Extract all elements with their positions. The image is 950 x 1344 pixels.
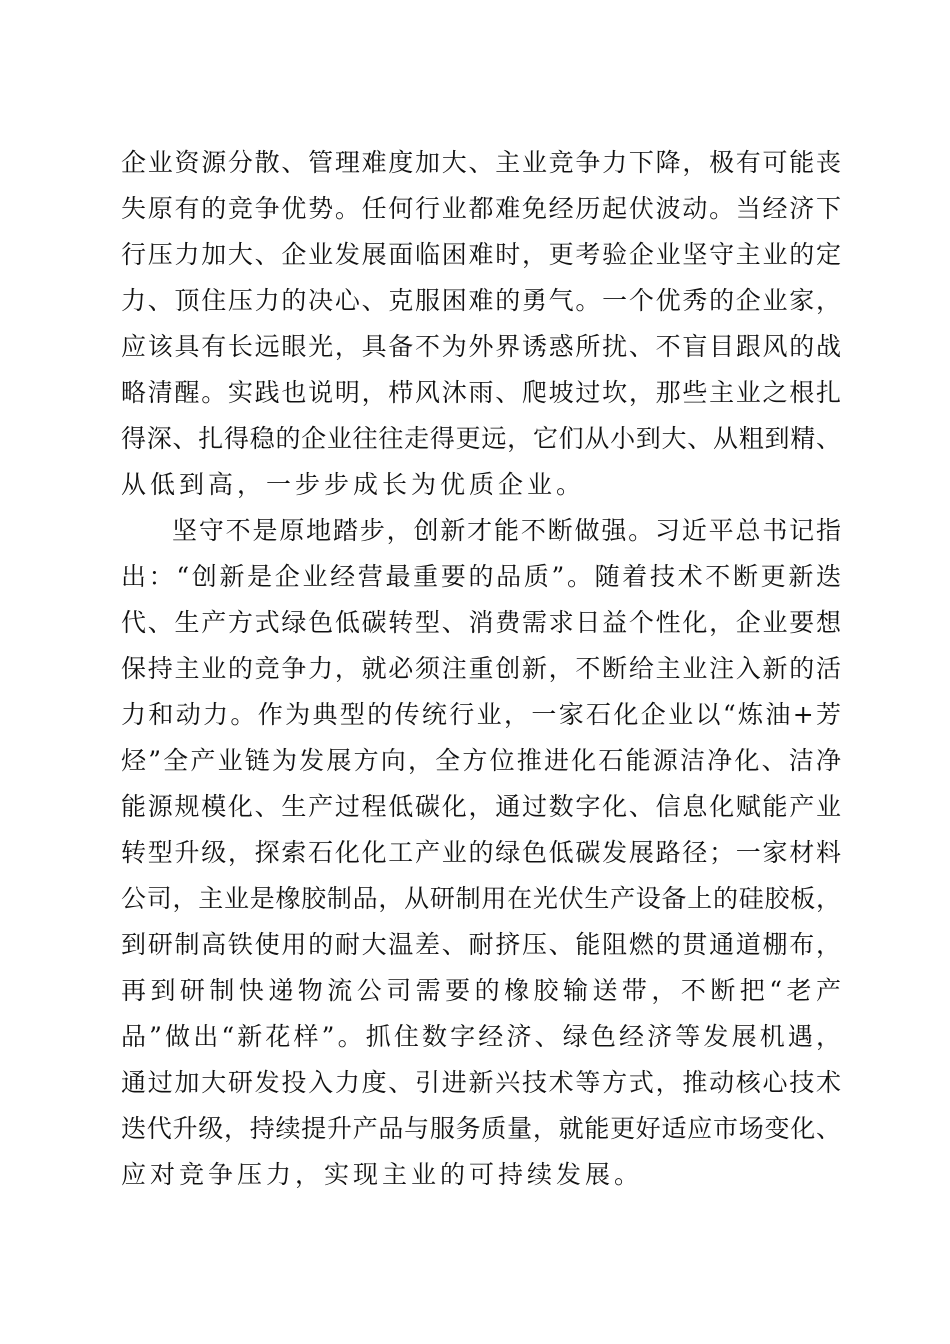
paragraph-line: 品”做出“新花样”。抓住数字经济、绿色经济等发展机遇， <box>121 1022 841 1051</box>
paragraph-2 <box>121 508 841 1198</box>
paragraph-line: 得深、扎得稳的企业往往走得更远，它们从小到大、从粗到精、 <box>121 424 841 453</box>
paragraph-line: 失原有的竞争优势。任何行业都难免经历起伏波动。当经济下 <box>121 194 841 223</box>
paragraph-line: 行压力加大、企业发展面临困难时，更考验企业坚守主业的定 <box>121 240 841 269</box>
paragraph-1 <box>121 140 841 508</box>
paragraph-line: 应对竞争压力，实现主业的可持续发展。 <box>121 1160 644 1189</box>
paragraph-line: 应该具有长远眼光，具备不为外界诱惑所扰、不盲目跟风的战 <box>121 332 841 361</box>
paragraph-line: 通过加大研发投入力度、引进新兴技术等方式，推动核心技术 <box>121 1068 841 1097</box>
paragraph-line: 略清醒。实践也说明，栉风沐雨、爬坡过坎，那些主业之根扎 <box>121 378 841 407</box>
paragraph-line: 烃”全产业链为发展方向，全方位推进化石能源洁净化、洁净 <box>121 746 841 775</box>
paragraph-line: 再到研制快递物流公司需要的橡胶输送带，不断把“老产 <box>121 976 841 1005</box>
paragraph-line: 到研制高铁使用的耐大温差、耐挤压、能阻燃的贯通道棚布， <box>121 930 841 959</box>
paragraph-line: 坚守不是原地踏步，创新才能不断做强。习近平总书记指 <box>172 516 841 545</box>
paragraph-line: 保持主业的竞争力，就必须注重创新，不断给主业注入新的活 <box>121 654 841 683</box>
paragraph-line: 能源规模化、生产过程低碳化，通过数字化、信息化赋能产业 <box>121 792 841 821</box>
paragraph-line: 力、顶住压力的决心、克服困难的勇气。一个优秀的企业家， <box>121 286 841 315</box>
paragraph-line: 代、生产方式绿色低碳转型、消费需求日益个性化，企业要想 <box>121 608 841 637</box>
paragraph-line: 出：“创新是企业经营最重要的品质”。随着技术不断更新迭 <box>121 562 841 591</box>
paragraph-line: 从低到高，一步步成长为优质企业。 <box>121 470 586 499</box>
paragraph-line: 迭代升级，持续提升产品与服务质量，就能更好适应市场变化、 <box>121 1114 841 1143</box>
paragraph-line: 企业资源分散、管理难度加大、主业竞争力下降，极有可能丧 <box>121 148 841 177</box>
paragraph-line: 力和动力。作为典型的传统行业，一家石化企业以“炼油+芳 <box>121 700 841 729</box>
paragraph-line: 转型升级，探索石化化工产业的绿色低碳发展路径；一家材料 <box>121 838 841 867</box>
document-body <box>121 140 841 1198</box>
paragraph-line: 公司，主业是橡胶制品，从研制用在光伏生产设备上的硅胶板， <box>121 884 841 913</box>
